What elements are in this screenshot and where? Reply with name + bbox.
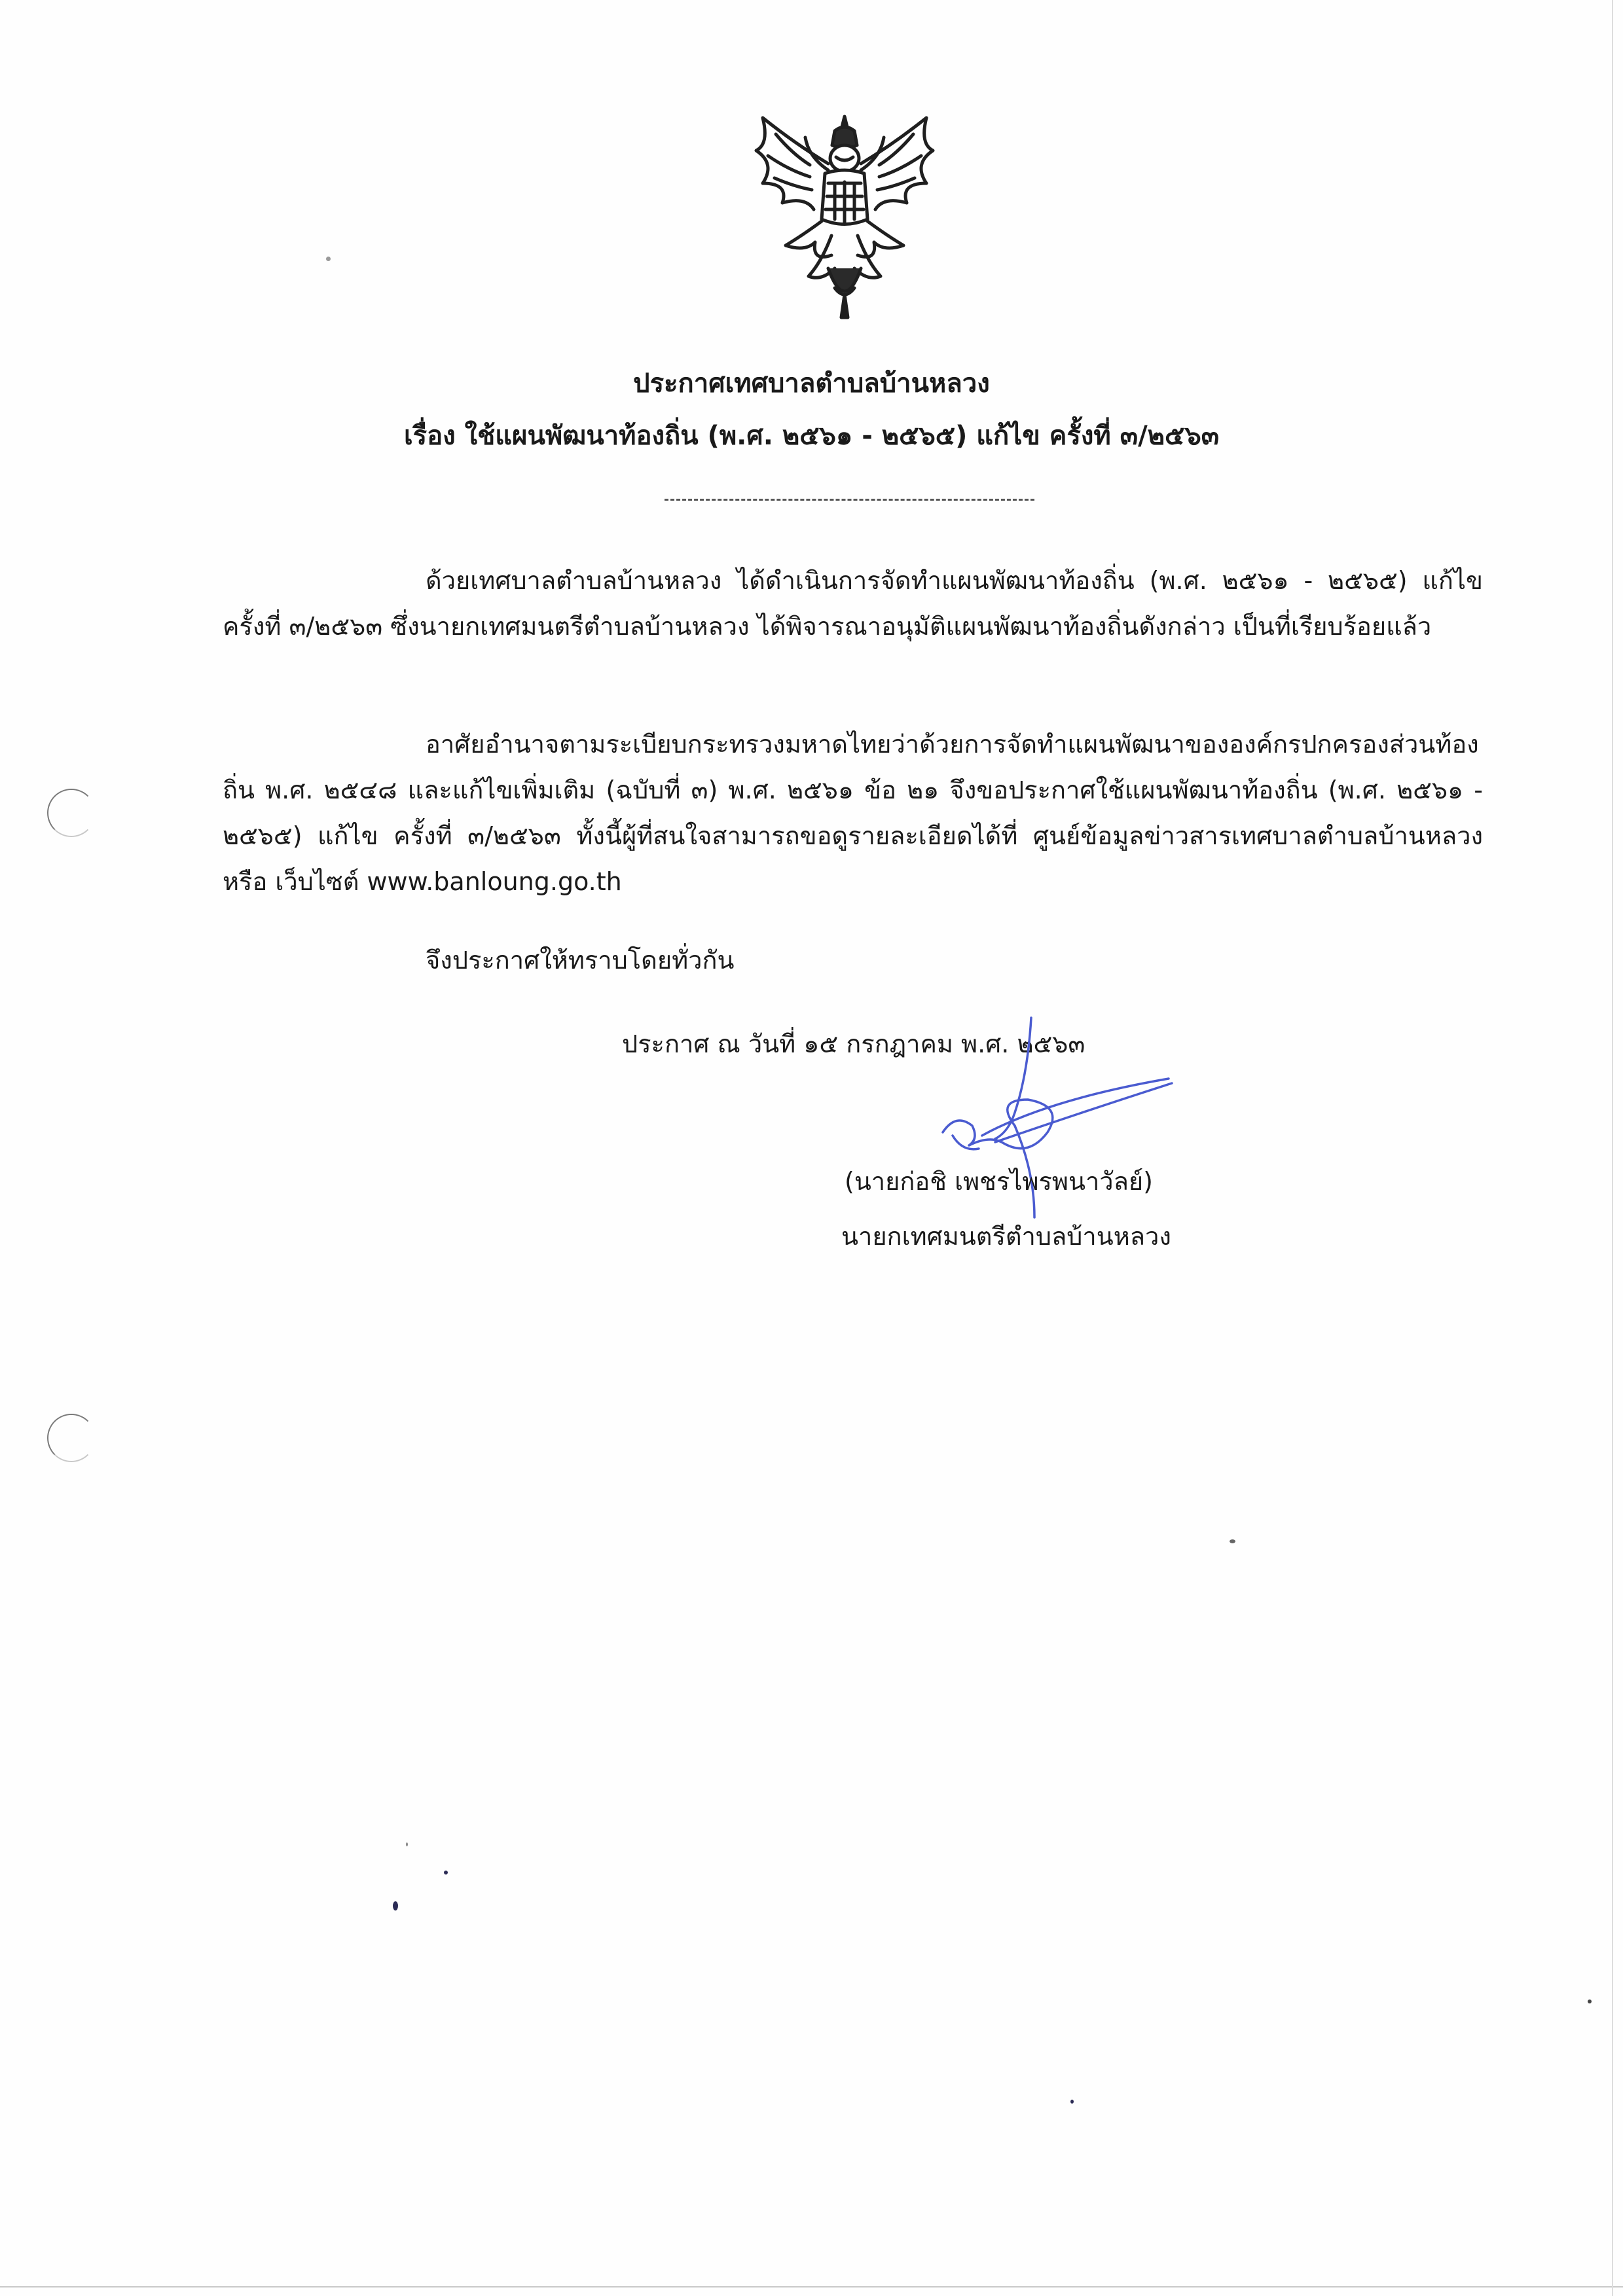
title-divider: [665, 499, 1034, 501]
announcement-date: ประกาศ ณ วันที่ ๑๕ กรกฎาคม พ.ศ. ๒๕๖๓: [622, 1030, 1085, 1058]
scan-speck: [444, 1871, 448, 1874]
page-bottom-edge: [0, 2286, 1623, 2287]
scan-speck: [1230, 1539, 1235, 1543]
document-title: ประกาศเทศบาลตำบลบ้านหลวง: [633, 368, 990, 399]
scan-speck: [326, 257, 331, 261]
scan-speck: [406, 1842, 408, 1846]
signatory-name: (นายก่อชิ เพชรไพรพนาวัลย์): [845, 1167, 1153, 1196]
scan-speck: [1588, 2000, 1592, 2003]
body-paragraph-1: ด้วยเทศบาลตำบลบ้านหลวง ได้ดำเนินการจัดทำแผนพัฒนาท้องถิ่น (พ.ศ. ๒๕๖๑ - ๒๕๖๕) แก้ไข ครั้งที่ ๓/๒๕๖๓ ซึ่งนายกเทศมนตรีตำบลบ้านหลวง ได้พิจารณาอนุมัติแผนพัฒนาท้องถิ่นดังกล่าว เป็นที่เรียบร้อยแล้ว: [223, 566, 1483, 641]
closing-statement: จึงประกาศให้ทราบโดยทั่วกัน: [426, 946, 735, 975]
document-subject: เรื่อง ใช้แผนพัฒนาท้องถิ่น (พ.ศ. ๒๕๖๑ - ๒๕๖๕) แก้ไข ครั้งที่ ๓/๒๕๖๓: [403, 421, 1220, 451]
punch-hole-mark: [47, 789, 96, 837]
signatory-title: นายกเทศมนตรีตำบลบ้านหลวง: [841, 1222, 1171, 1251]
page-right-edge: [1612, 0, 1613, 2296]
scan-speck: [1070, 2100, 1074, 2104]
garuda-emblem-icon: [737, 105, 953, 324]
body-paragraph-2: อาศัยอำนาจตามระเบียบกระทรวงมหาดไทยว่าด้วยการจัดทำแผนพัฒนาขององค์กรปกครองส่วนท้องถิ่น พ.ศ. ๒๕๔๘ และแก้ไขเพิ่มเติม (ฉบับที่ ๓) พ.ศ. ๒๕๖๑ ข้อ ๒๑ จึงขอประกาศใช้แผนพัฒนาท้องถิ่น (พ.ศ. ๒๕๖๑ - ๒๕๖๕) แก้ไข ครั้งที่ ๓/๒๕๖๓ ทั้งนี้ผู้ที่สนใจสามารถขอดูรายละเอียดได้ที่ ศูนย์ข้อมูลข่าวสารเทศบาลตำบลบ้านหลวง หรือ เว็บไซต์ www.banloung.go.th: [223, 730, 1483, 896]
scan-speck: [393, 1901, 398, 1910]
punch-hole-mark: [47, 1414, 96, 1462]
